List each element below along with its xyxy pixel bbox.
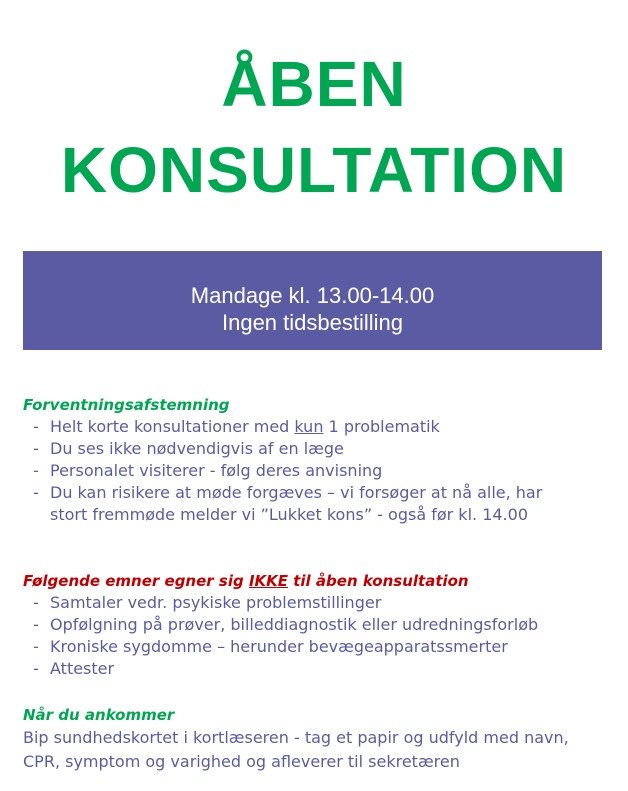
section-heading-not-suitable: Følgende emner egner sig IKKE til åben konsultation (23, 572, 469, 590)
section-heading-arrival: Når du ankommer (23, 706, 175, 724)
section-heading-expectations: Forventningsafstemning (23, 396, 230, 414)
list-item: - Du ses ikke nødvendigvis af en læge (33, 438, 553, 460)
list-item: - Attester (33, 658, 603, 680)
not-suitable-list (33, 592, 603, 680)
title-line-2: KONSULTATION (60, 134, 568, 206)
banner-hours: Mandage kl. 13.00-14.00 (190, 283, 435, 308)
expectations-list (33, 416, 553, 526)
list-item: - Opfølgning på prøver, billeddiagnostik eller udredningsforløb (33, 614, 603, 636)
list-item: - Samtaler vedr. psykiske problemstillinger (33, 592, 603, 614)
banner-no-booking: Ingen tidsbestilling (221, 310, 403, 335)
list-item: - Helt korte konsultationer med kun 1 problematik (33, 416, 553, 438)
arrival-instructions: Bip sundhedskortet i kortlæseren - tag et papir og udfyld med navn, CPR, symptom og varighed og afleverer til sekretæren (23, 728, 569, 771)
list-item: - Kroniske sygdomme – herunder bevægeapparatssmerter (33, 636, 603, 658)
emphasis-not: IKKE (248, 572, 289, 590)
list-item: - Du kan risikere at møde forgæves – vi forsøger at nå alle, har stort fremmøde melder vi ”Lukket kons” - også før kl. 14.00 (33, 482, 553, 526)
hours-banner (23, 251, 602, 350)
emphasis-only: kun (294, 417, 324, 436)
list-item: - Personalet visiterer - følg deres anvisning (33, 460, 553, 482)
title-line-1: ÅBEN (221, 48, 407, 120)
